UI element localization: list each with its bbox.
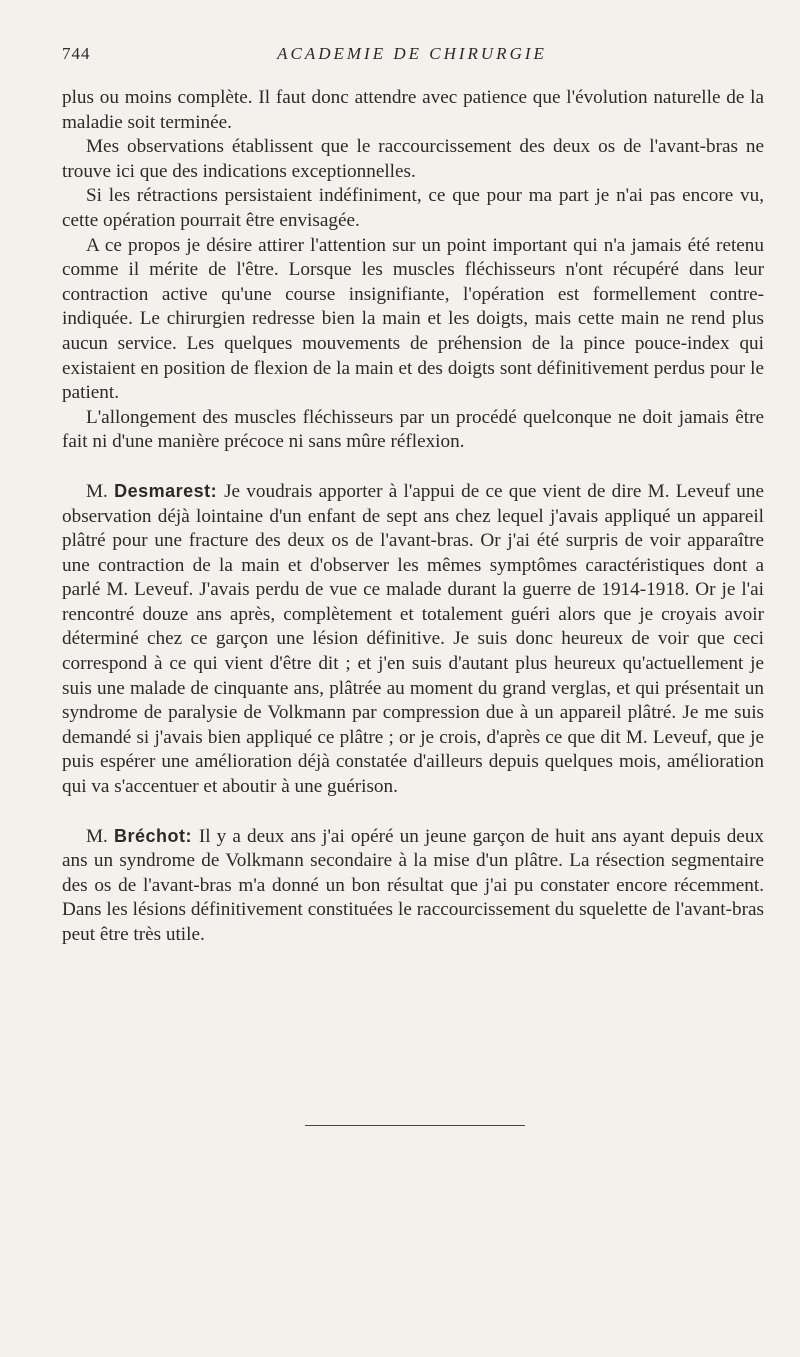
speaker-separator: : (185, 825, 199, 846)
page-number: 744 (62, 44, 91, 63)
paragraph: plus ou moins complète. Il faut donc attendre avec patience que l'évolution naturelle de la maladie soit terminée. (62, 87, 764, 133)
speaker-name: Bréchot (113, 825, 186, 846)
speaker-prefix: M. (86, 825, 114, 847)
speaker-prefix: M. (86, 480, 115, 502)
speech-brechot (62, 824, 764, 948)
paragraph: Si les rétractions persistaient indéfiniment, ce que pour ma part je n'ai pas encore vu, cette opération pourrait être envisagée. (62, 185, 764, 231)
running-header (62, 44, 762, 70)
speech-text: Je voudrais apporter à l'appui de ce que vient de dire M. Leveuf une observation déjà lointaine d'un enfant de sept ans chez lequel j'avais appliqué un appareil plâtré pour une fracture des deux os de l'avant-bras. Or j'ai été surpris de voir apparaître une contraction de la main et d'observer les mêmes symptômes caractéristiques dont a parlé M. Leveuf. J'avais perdu de vue ce malade durant la guerre de 1914-1918. Or je l'ai rencontré douze ans après, complètement et totalement guéri alors que je croyais avoir déterminé chez ce garçon une lésion définitive. Je suis donc heureux de voir que ceci correspond à ce qui vient d'être dit ; et j'en suis d'autant plus heureux qu'actuellement je suis une malade de cinquante ans, plâtrée au moment du grand verglas, et qui présentait un syndrome de paralysie de Volkmann par compression due à un appareil plâtré. Je me suis demandé si j'avais bien appliqué ce plâtre ; or je crois, d'après ce que dit M. Leveuf, que je puis espérer une amélioration déjà constatée d'ailleurs depuis quelques mois, amélioration qui va s'accentuer et aboutir à une guérison. (62, 480, 765, 798)
paragraph: Mes observations établissent que le raccourcissement des deux os de l'avant-bras ne trouve ici que des indications exceptionnelles. (62, 136, 764, 182)
running-title: ACADEMIE DE CHIRURGIE (277, 44, 547, 63)
speech-text: Il y a deux ans j'ai opéré un jeune garçon de huit ans ayant depuis deux ans un syndrome de Volkmann secondaire à la mise d'un plâtre. La résection segmentaire des os de l'avant-bras m'a donné un bon résultat que j'ai pu constater encore récemment. Dans les lésions définitivement constituées le raccourcissement du squelette de l'avant-bras peut être très utile. (62, 825, 765, 945)
section-end-rule (305, 1125, 525, 1126)
speech-desmarest (62, 479, 764, 800)
speaker-name: Desmarest (114, 480, 211, 501)
paragraph: L'allongement des muscles fléchisseurs par un procédé quelconque ne doit jamais être fait ni d'une manière précoce ni sans mûre réflexion. (62, 406, 764, 453)
paragraph: A ce propos je désire attirer l'attention sur un point important qui n'a jamais été retenu comme il mérite de l'être. Lorsque les muscles fléchisseurs n'ont récupéré dans leur contraction active qu'une course insignifiante, l'opération est formellement contre-indiquée. Le chirurgien redresse bien la main et les doigts, mais cette main ne rend plus aucun service. Les quelques mouvements de préhension de la pince pouce-index qui existaient en position de flexion de la main et des doigts sont définitivement perdus pour le patient. (62, 234, 764, 404)
article-body (62, 86, 764, 948)
speaker-separator: : (210, 480, 225, 501)
